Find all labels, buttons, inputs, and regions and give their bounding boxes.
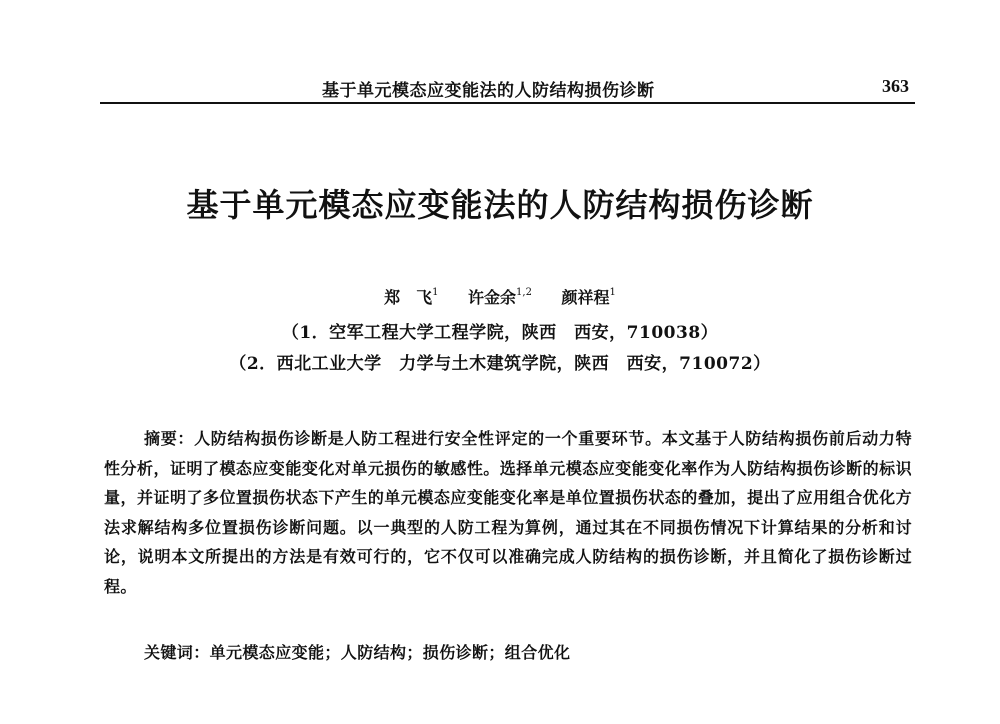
page-number: 363: [882, 76, 909, 96]
author-affiliation-mark: 1: [609, 286, 616, 298]
affiliation-1: （1．空军工程大学工程学院，陕西 西安，710038）: [281, 323, 719, 343]
author-affiliation-mark: 1: [432, 286, 439, 298]
author-3: [562, 285, 616, 308]
author-1: [384, 285, 438, 308]
abstract: [104, 424, 912, 601]
author-name: 郑 飞: [384, 288, 433, 307]
running-header: [100, 76, 915, 104]
abstract-label: 摘要：: [144, 429, 195, 448]
author-2: [468, 285, 532, 308]
author-affiliation-mark: 1,2: [516, 286, 532, 298]
keywords-label: 关键词：: [144, 643, 210, 662]
keywords-text: 单元模态应变能；人防结构；损伤诊断；组合优化: [209, 643, 571, 662]
author-name: 许金余: [468, 288, 517, 307]
author-list: [0, 285, 1000, 308]
paper-title: 基于单元模态应变能法的人防结构损伤诊断: [186, 186, 814, 224]
keywords: [144, 640, 904, 663]
abstract-text: 人防结构损伤诊断是人防工程进行安全性评定的一个重要环节。本文基于人防结构损伤前后动力特性分析，证明了模态应变能变化对单元损伤的敏感性。选择单元模态应变能变化率作为人防结构损伤诊断的标识量，并证明了多位置损伤状态下产生的单元模态应变能变化率是单位置损伤状态的叠加，提出了应用组合优化方法求解结构多位置损伤诊断问题。以一典型的人防工程为算例，通过其在不同损伤情况下计算结果的分析和讨论，说明本文所提出的方法是有效可行的，它不仅可以准确完成人防结构的损伤诊断，并且简化了损伤诊断过程。: [104, 429, 912, 596]
author-name: 颜祥程: [561, 288, 610, 307]
affiliation-2: （2．西北工业大学 力学与土木建筑学院，陕西 西安，710072）: [229, 354, 771, 374]
running-title: 基于单元模态应变能法的人防结构损伤诊断: [322, 81, 655, 101]
